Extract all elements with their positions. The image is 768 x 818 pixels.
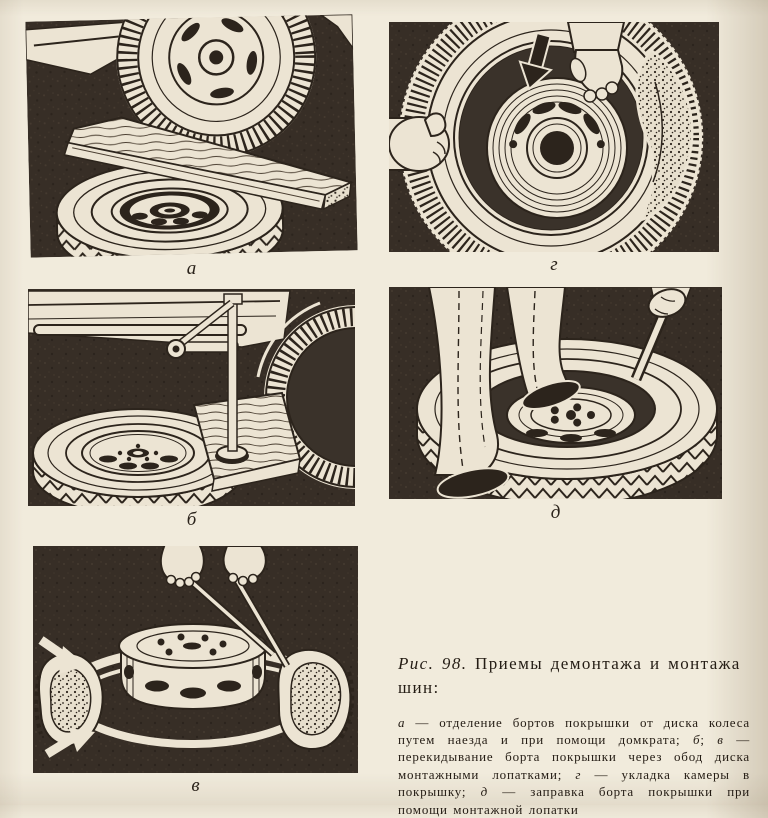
figure-panel-g xyxy=(389,22,719,252)
legend-text-b: ; xyxy=(700,732,718,747)
panel-label-d: д xyxy=(550,502,561,523)
illustration-b-bead-breaking-with-jack xyxy=(28,289,355,506)
figure-number: Рис. 98. xyxy=(398,654,468,673)
figure-legend xyxy=(398,714,750,818)
figure-panel-b xyxy=(28,289,355,506)
tyre-section-right xyxy=(278,650,352,749)
figure-title-text: Приемы демонтажа и монтажа шин: xyxy=(398,654,741,697)
illustration-d-mounting-bead-with-lever xyxy=(389,287,722,499)
legend-key-a: а xyxy=(398,714,406,730)
legend-key-b: б xyxy=(692,732,701,747)
illustration-g-inserting-tube-into-tyre xyxy=(389,22,719,252)
panel-label-v: в xyxy=(191,775,200,796)
hand-left-lever xyxy=(161,546,204,588)
legend-key-d: д xyxy=(480,784,488,800)
illustration-a-tire-bead-breaking-by-driving-over-plank xyxy=(25,14,357,257)
legend-key-v: в xyxy=(717,732,724,747)
panel-label-a: а xyxy=(186,258,197,279)
legend-text-d: — заправка борта покрышки при помощи монтажной лопатки xyxy=(398,784,751,817)
wheel-rim-drum xyxy=(119,624,267,709)
figure-panel-a xyxy=(25,14,357,257)
hand-left xyxy=(389,113,449,171)
figure-panel-d xyxy=(389,287,722,499)
figure-panel-v xyxy=(33,546,358,773)
legend-text-v: — перекидывание борта покрышки через обод диска монтажными лопатками; xyxy=(398,732,750,782)
legend-text-g: — укладка камеры в покрышку; xyxy=(398,766,750,800)
legend-key-g: г xyxy=(575,766,582,782)
panel-label-b: б xyxy=(186,509,197,530)
illustration-v-levering-bead-over-rim xyxy=(33,546,358,773)
figure-caption xyxy=(398,652,750,818)
legend-text-a: — отделение бортов покрышки от диска колеса путем наезда и при помощи домкрата; xyxy=(398,714,750,747)
panel-label-g: г xyxy=(550,254,558,275)
figure-title xyxy=(398,652,750,700)
